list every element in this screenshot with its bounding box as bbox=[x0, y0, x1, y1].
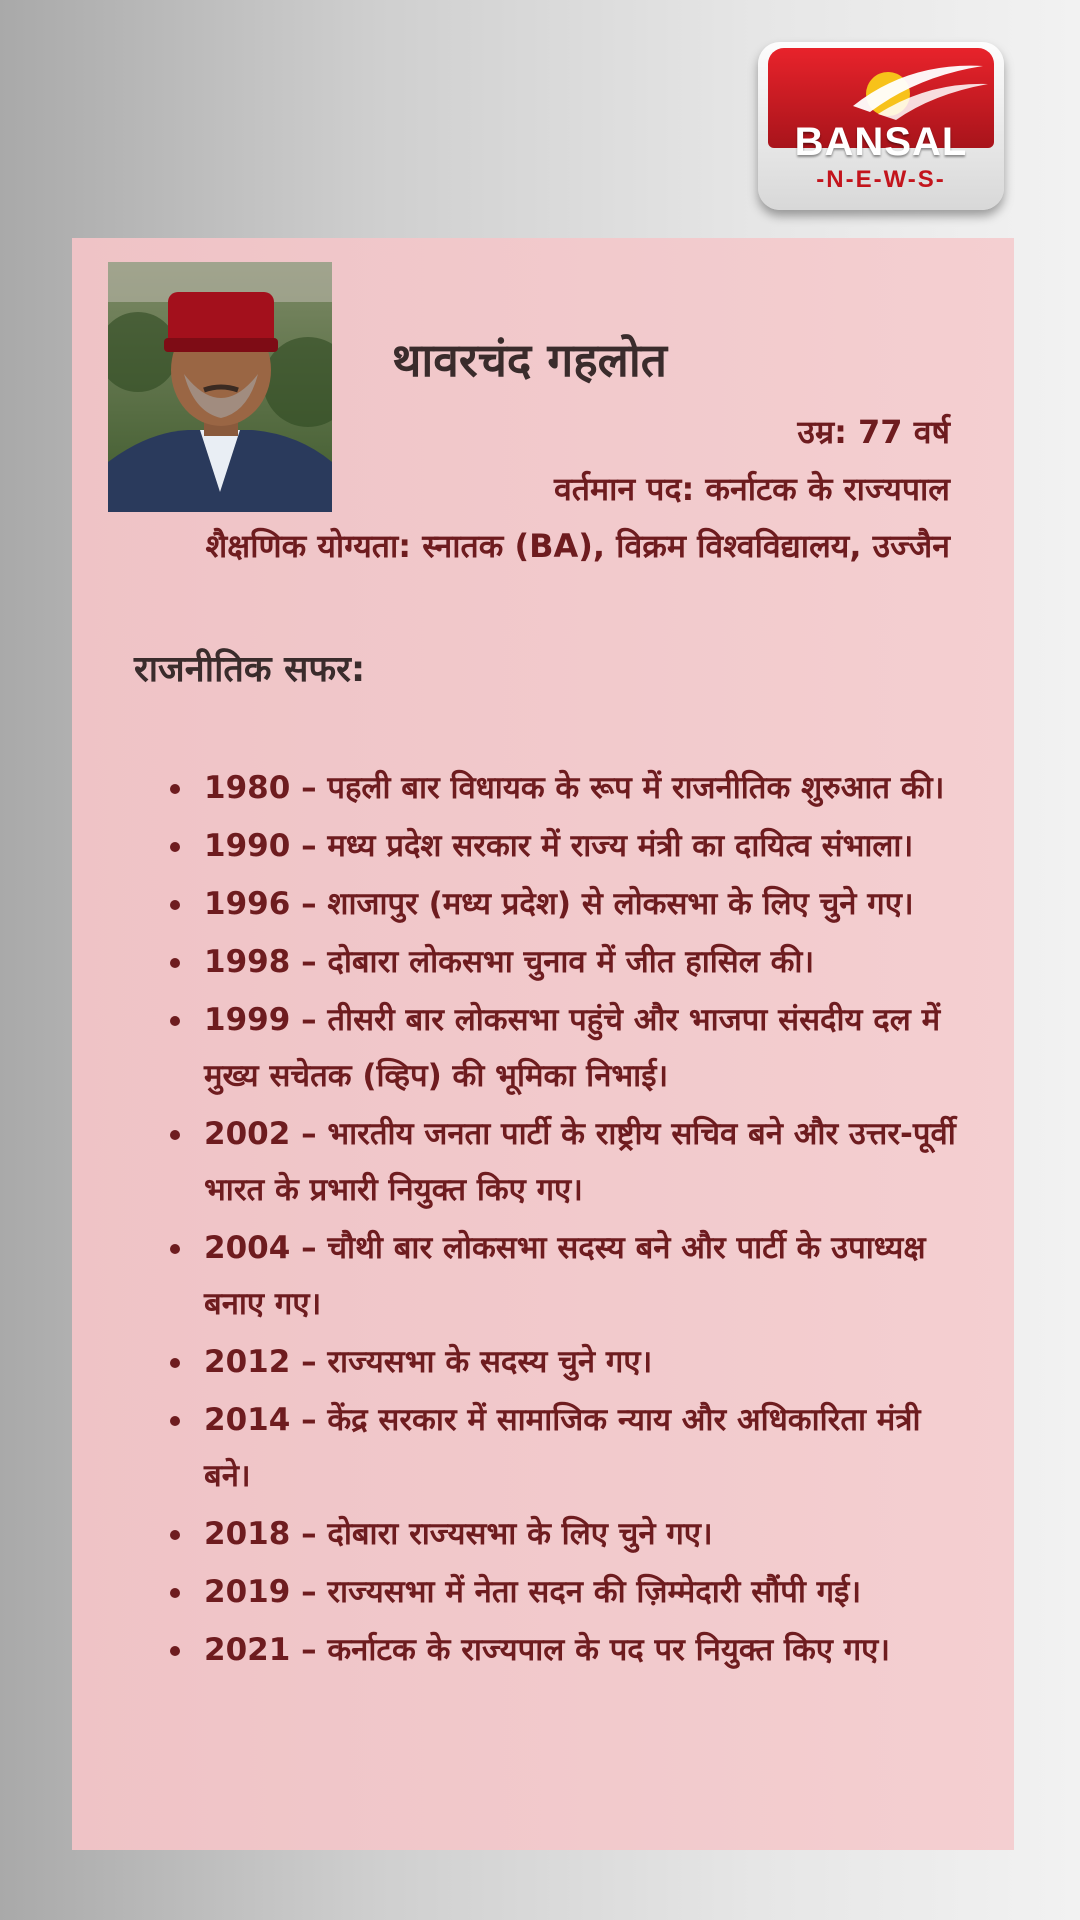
timeline-item: 1990 – मध्य प्रदेश सरकार में राज्य मंत्री का दायित्व संभाला। bbox=[166, 818, 956, 874]
timeline-item: 1999 – तीसरी बार लोकसभा पहुंचे और भाजपा संसदीय दल में मुख्य सचेतक (व्हिप) की भूमिका निभाई। bbox=[166, 992, 956, 1104]
timeline-list bbox=[166, 760, 956, 1680]
timeline-item: 1980 – पहली बार विधायक के रूप में राजनीतिक शुरुआत की। bbox=[166, 760, 956, 816]
timeline-item: 2021 – कर्नाटक के राज्यपाल के पद पर नियुक्त किए गए। bbox=[166, 1622, 956, 1678]
education-line: शैक्षणिक योग्यता: स्नातक (BA), विक्रम विश्वविद्यालय, उज्जैन bbox=[205, 527, 950, 565]
current-post-line: वर्तमान पद: कर्नाटक के राज्यपाल bbox=[553, 470, 950, 508]
bansal-news-logo bbox=[758, 42, 1004, 210]
portrait-illustration bbox=[108, 262, 332, 512]
timeline-item: 2002 – भारतीय जनता पार्टी के राष्ट्रीय सचिव बने और उत्तर-पूर्वी भारत के प्रभारी नियुक्त किए गए। bbox=[166, 1106, 956, 1218]
timeline-item: 2004 – चौथी बार लोकसभा सदस्य बने और पार्टी के उपाध्यक्ष बनाए गए। bbox=[166, 1220, 956, 1332]
age-line: उम्र: 77 वर्ष bbox=[797, 413, 950, 451]
timeline-item: 2018 – दोबारा राज्यसभा के लिए चुने गए। bbox=[166, 1506, 956, 1562]
timeline-item: 2012 – राज्यसभा के सदस्य चुने गए। bbox=[166, 1334, 956, 1390]
timeline-item: 2014 – केंद्र सरकार में सामाजिक न्याय और अधिकारिता मंत्री बने। bbox=[166, 1392, 956, 1504]
political-journey-heading: राजनीतिक सफर: bbox=[134, 649, 366, 690]
timeline-item: 1998 – दोबारा लोकसभा चुनाव में जीत हासिल की। bbox=[166, 934, 956, 990]
logo-brand-text: BANSAL bbox=[794, 120, 968, 164]
timeline-item: 1996 – शाजापुर (मध्य प्रदेश) से लोकसभा के लिए चुने गए। bbox=[166, 876, 956, 932]
timeline-item: 2019 – राज्यसभा में नेता सदन की ज़िम्मेदारी सौंपी गई। bbox=[166, 1564, 956, 1620]
person-name: थावरचंद गहलोत bbox=[392, 333, 667, 387]
logo-news-text: -N-E-W-S- bbox=[816, 166, 946, 193]
profile-photo bbox=[108, 262, 332, 512]
